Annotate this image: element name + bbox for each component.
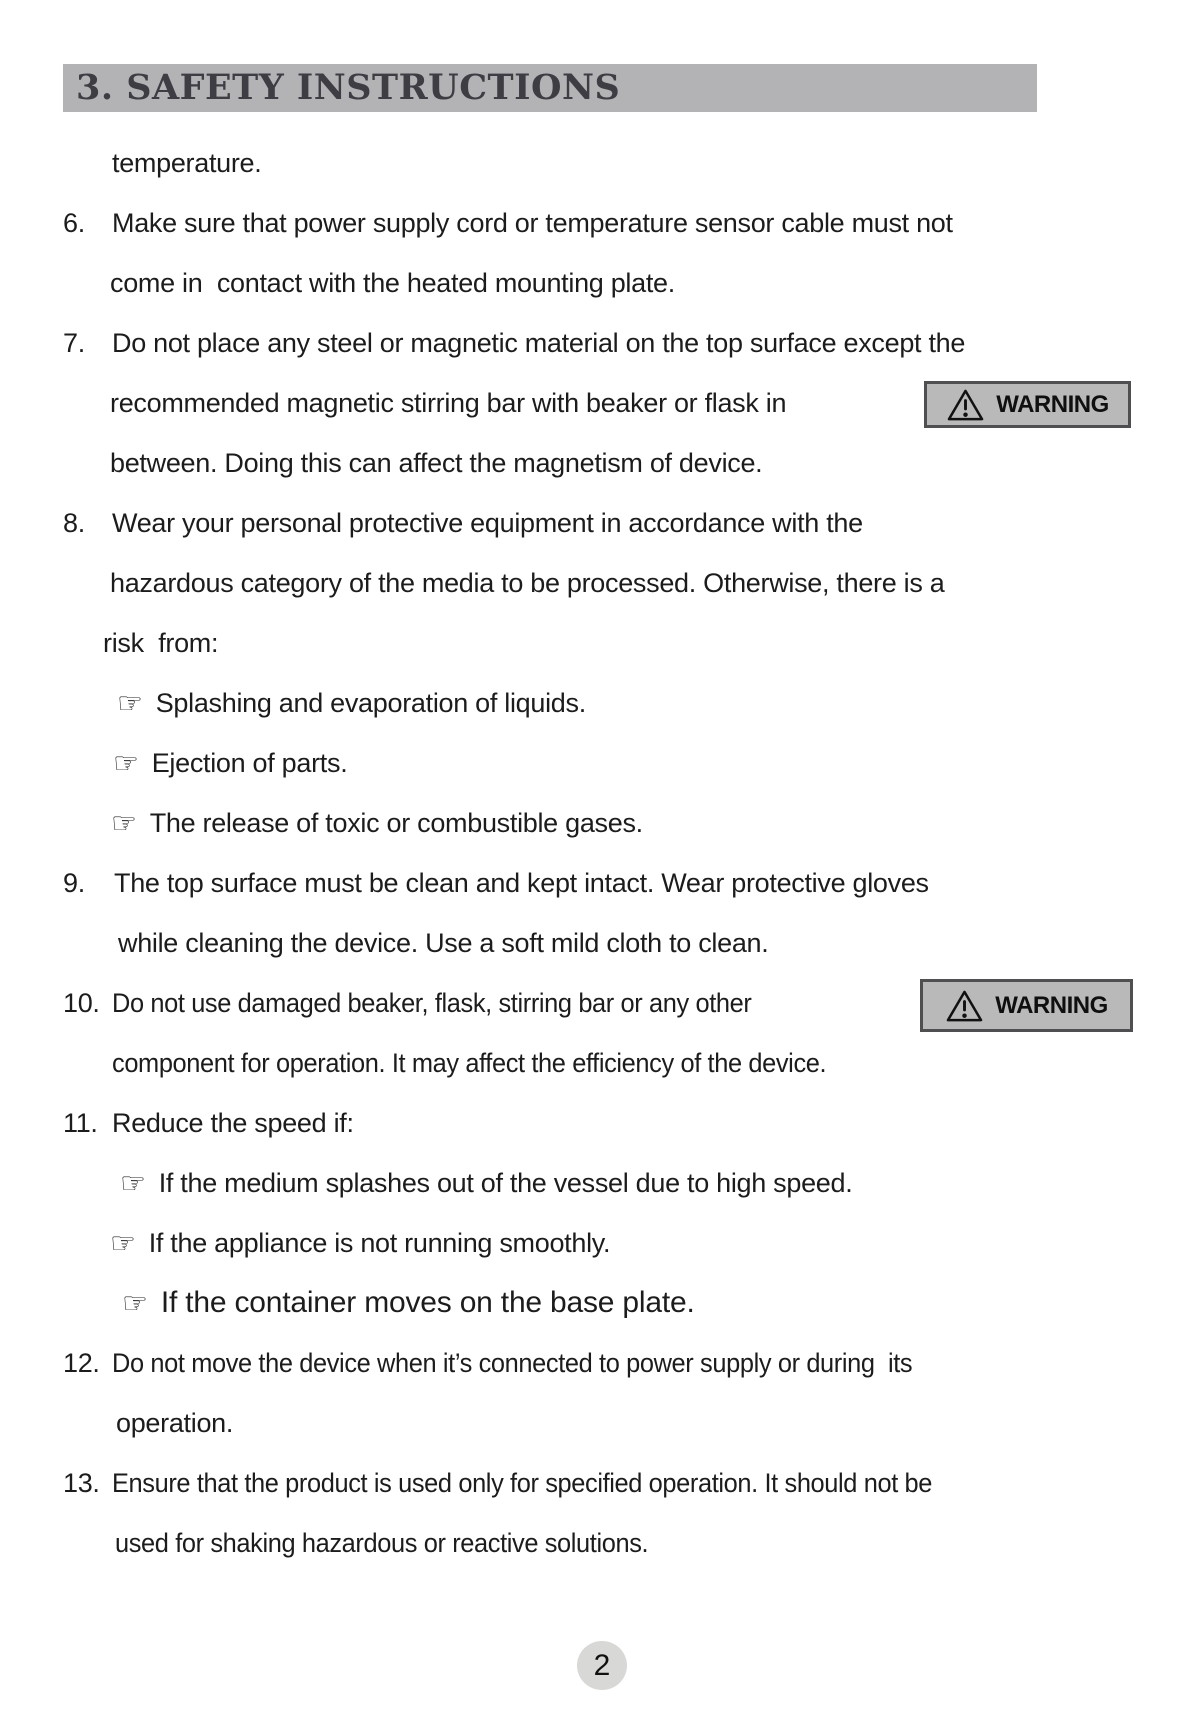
text-line xyxy=(0,146,1200,206)
list-item-text: If the medium splashes out of the vessel due to high speed. xyxy=(158,1168,853,1198)
list-item-text: If the container moves on the base plate. xyxy=(160,1286,695,1319)
warning-triangle-icon xyxy=(946,388,985,422)
text-line xyxy=(0,866,1200,926)
pointing-hand-icon: ☞ xyxy=(122,1288,148,1320)
list-item-text: risk from: xyxy=(103,628,219,658)
list-item-number: 6. xyxy=(63,208,85,238)
text-line xyxy=(0,266,1200,326)
text-line xyxy=(0,926,1200,986)
list-item-number: 11. xyxy=(63,1108,98,1138)
list-item-text: If the appliance is not running smoothly. xyxy=(148,1228,611,1258)
list-item-text: used for shaking hazardous or reactive solutions. xyxy=(115,1528,649,1558)
warning-label: WARNING xyxy=(995,991,1108,1019)
list-item-text: operation. xyxy=(116,1408,234,1438)
section-title: 3. SAFETY INSTRUCTIONS xyxy=(76,67,621,108)
text-line xyxy=(0,566,1200,626)
list-item-number: 9. xyxy=(63,868,85,898)
list-item-text: come in contact with the heated mounting plate. xyxy=(110,268,675,298)
list-item-number: 7. xyxy=(63,328,85,358)
list-item-text: The top surface must be clean and kept intact. Wear protective gloves xyxy=(114,868,929,898)
list-item-text: Reduce the speed if: xyxy=(112,1108,354,1138)
list-item-text: recommended magnetic stirring bar with beaker or flask in xyxy=(110,388,787,418)
text-line xyxy=(0,686,1200,746)
warning-box xyxy=(920,979,1133,1032)
text-line xyxy=(0,1466,1200,1526)
text-line xyxy=(0,1226,1200,1286)
list-item-text: Do not use damaged beaker, flask, stirring bar or any other xyxy=(112,988,752,1018)
list-item-text: Ejection of parts. xyxy=(151,748,348,778)
pointing-hand-icon: ☞ xyxy=(117,688,143,720)
list-item-text: Do not place any steel or magnetic material on the top surface except the xyxy=(112,328,966,358)
text-line xyxy=(0,446,1200,506)
warning-label: WARNING xyxy=(996,390,1109,418)
text-line xyxy=(0,746,1200,806)
list-item-text: between. Doing this can affect the magnetism of device. xyxy=(110,448,763,478)
list-item-text: The release of toxic or combustible gases. xyxy=(149,808,643,838)
pointing-hand-icon: ☞ xyxy=(113,748,139,780)
text-line xyxy=(0,1166,1200,1226)
section-header-bar xyxy=(63,64,1037,112)
pointing-hand-icon: ☞ xyxy=(110,1228,136,1260)
list-item-text: hazardous category of the media to be processed. Otherwise, there is a xyxy=(110,568,945,598)
list-item-text: while cleaning the device. Use a soft mild cloth to clean. xyxy=(118,928,769,958)
text-line xyxy=(0,1106,1200,1166)
list-item-text: component for operation. It may affect the efficiency of the device. xyxy=(112,1048,827,1078)
text-line xyxy=(0,626,1200,686)
list-item-text: Do not move the device when it’s connected to power supply or during its xyxy=(112,1348,913,1378)
list-item-text: Splashing and evaporation of liquids. xyxy=(155,688,586,718)
page-number-badge xyxy=(577,1641,627,1690)
list-item-number: 12. xyxy=(63,1348,100,1378)
text-line xyxy=(0,326,1200,386)
safety-instructions-list xyxy=(0,146,1200,1586)
warning-triangle-icon xyxy=(945,989,984,1023)
list-item-text: Make sure that power supply cord or temperature sensor cable must not xyxy=(112,208,953,238)
text-line xyxy=(0,1046,1200,1106)
text-line xyxy=(0,1346,1200,1406)
text-line xyxy=(0,1526,1200,1586)
text-line xyxy=(0,1406,1200,1466)
list-item-text: Ensure that the product is used only for specified operation. It should not be xyxy=(112,1468,933,1498)
pointing-hand-icon: ☞ xyxy=(120,1168,146,1200)
list-item-number: 8. xyxy=(63,508,85,538)
list-item-text: temperature. xyxy=(112,148,262,178)
list-item-text: Wear your personal protective equipment in accordance with the xyxy=(112,508,863,538)
list-item-number: 13. xyxy=(63,1468,100,1498)
page-number: 2 xyxy=(593,1648,611,1682)
text-line xyxy=(0,1286,1200,1346)
warning-box xyxy=(924,381,1131,428)
text-line xyxy=(0,806,1200,866)
list-item-number: 10. xyxy=(63,988,100,1018)
pointing-hand-icon: ☞ xyxy=(111,808,137,840)
text-line xyxy=(0,506,1200,566)
text-line xyxy=(0,206,1200,266)
